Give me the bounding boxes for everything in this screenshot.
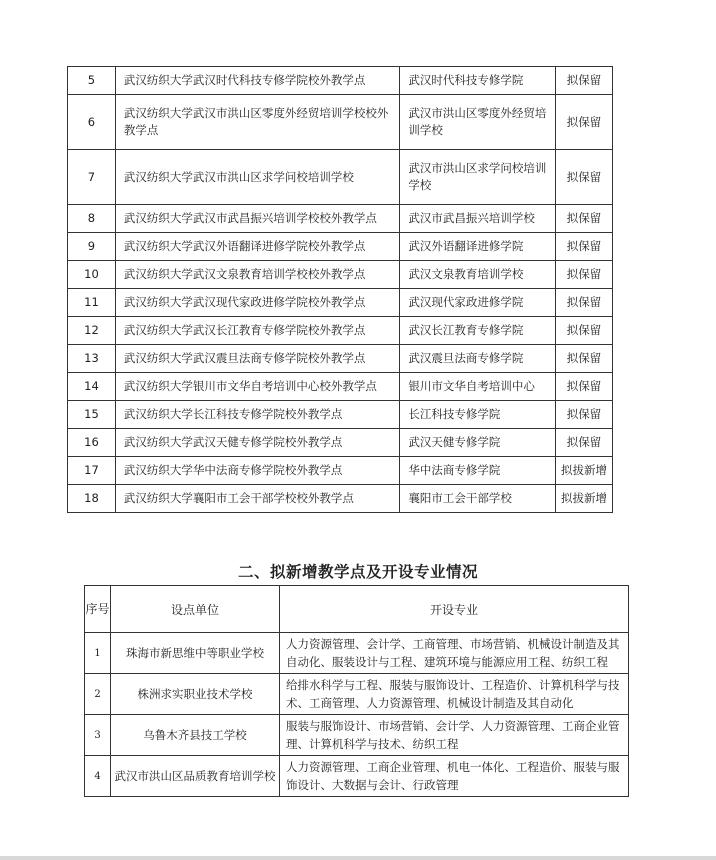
host-unit: 珠海市新思维中等职业学校 xyxy=(111,633,280,674)
row-number: 3 xyxy=(85,715,111,756)
host-school: 武汉现代家政进修学院 xyxy=(400,289,556,317)
status-cell: 拟拔新增 xyxy=(556,457,613,485)
host-school: 襄阳市工会干部学校 xyxy=(400,485,556,513)
host-school: 武汉震旦法商专修学院 xyxy=(400,345,556,373)
row-number: 2 xyxy=(85,674,111,715)
page-bottom-edge xyxy=(0,856,716,860)
new-points-table-body xyxy=(85,633,629,797)
status-cell: 拟保留 xyxy=(556,233,613,261)
host-unit: 武汉市洪山区品质教育培训学校 xyxy=(111,756,280,797)
status-cell: 拟保留 xyxy=(556,429,613,457)
host-school: 武汉长江教育专修学院 xyxy=(400,317,556,345)
teaching-point-name: 武汉纺织大学武汉天健专修学院校外教学点 xyxy=(115,429,399,457)
host-school: 武汉时代科技专修学院 xyxy=(400,67,556,95)
new-points-table xyxy=(84,585,629,797)
host-school: 华中法商专修学院 xyxy=(400,457,556,485)
teaching-point-name: 武汉纺织大学武汉市洪山区求学问校培训学校 xyxy=(115,150,399,205)
table-row xyxy=(68,317,613,345)
table-row xyxy=(68,95,613,150)
teaching-points-table xyxy=(67,66,613,513)
table-row xyxy=(68,401,613,429)
status-cell: 拟拔新增 xyxy=(556,485,613,513)
row-number: 1 xyxy=(85,633,111,674)
host-school: 武汉市武昌振兴培训学校 xyxy=(400,205,556,233)
row-number: 12 xyxy=(68,317,116,345)
status-cell: 拟保留 xyxy=(556,150,613,205)
table-row xyxy=(68,457,613,485)
host-school: 武汉天健专修学院 xyxy=(400,429,556,457)
header-unit: 设点单位 xyxy=(111,586,280,633)
teaching-points-table-body xyxy=(68,67,613,513)
status-cell: 拟保留 xyxy=(556,345,613,373)
row-number: 6 xyxy=(68,95,116,150)
majors-list: 人力资源管理、工商企业管理、机电一体化、工程造价、服装与服饰设计、大数据与会计、行政管理 xyxy=(280,756,629,797)
host-school: 武汉市洪山区零度外经贸培训学校 xyxy=(400,95,556,150)
row-number: 9 xyxy=(68,233,116,261)
table-row xyxy=(85,633,629,674)
host-unit: 乌鲁木齐县技工学校 xyxy=(111,715,280,756)
table-row xyxy=(85,756,629,797)
row-number: 13 xyxy=(68,345,116,373)
table-row xyxy=(68,205,613,233)
row-number: 4 xyxy=(85,756,111,797)
status-cell: 拟保留 xyxy=(556,317,613,345)
host-school: 武汉外语翻译进修学院 xyxy=(400,233,556,261)
majors-list: 给排水科学与工程、服装与服饰设计、工程造价、计算机科学与技术、工商管理、人力资源管理、机械设计制造及其自动化 xyxy=(280,674,629,715)
row-number: 14 xyxy=(68,373,116,401)
teaching-point-name: 武汉纺织大学襄阳市工会干部学校校外教学点 xyxy=(115,485,399,513)
table-row xyxy=(68,67,613,95)
teaching-point-name: 武汉纺织大学银川市文华自考培训中心校外教学点 xyxy=(115,373,399,401)
table-row xyxy=(85,715,629,756)
table-row xyxy=(68,373,613,401)
teaching-point-name: 武汉纺织大学武汉外语翻译进修学院校外教学点 xyxy=(115,233,399,261)
status-cell: 拟保留 xyxy=(556,205,613,233)
teaching-point-name: 武汉纺织大学武汉文泉教育培训学校校外教学点 xyxy=(115,261,399,289)
table-row xyxy=(68,289,613,317)
table-row xyxy=(68,150,613,205)
row-number: 16 xyxy=(68,429,116,457)
host-school: 长江科技专修学院 xyxy=(400,401,556,429)
teaching-point-name: 武汉纺织大学武汉市武昌振兴培训学校校外教学点 xyxy=(115,205,399,233)
teaching-point-name: 武汉纺织大学武汉时代科技专修学院校外教学点 xyxy=(115,67,399,95)
table-row xyxy=(68,345,613,373)
table-row xyxy=(85,674,629,715)
teaching-point-name: 武汉纺织大学华中法商专修学院校外教学点 xyxy=(115,457,399,485)
host-unit: 株洲求实职业技术学校 xyxy=(111,674,280,715)
table-row xyxy=(68,233,613,261)
teaching-point-name: 武汉纺织大学长江科技专修学院校外教学点 xyxy=(115,401,399,429)
majors-list: 人力资源管理、会计学、工商管理、市场营销、机械设计制造及其自动化、服装设计与工程、建筑环境与能源应用工程、纺织工程 xyxy=(280,633,629,674)
row-number: 5 xyxy=(68,67,116,95)
status-cell: 拟保留 xyxy=(556,289,613,317)
row-number: 11 xyxy=(68,289,116,317)
new-points-header-row xyxy=(85,586,629,633)
teaching-point-name: 武汉纺织大学武汉现代家政进修学院校外教学点 xyxy=(115,289,399,317)
status-cell: 拟保留 xyxy=(556,261,613,289)
majors-list: 服装与服饰设计、市场营销、会计学、人力资源管理、工商企业管理、计算机科学与技术、纺织工程 xyxy=(280,715,629,756)
host-school: 武汉文泉教育培训学校 xyxy=(400,261,556,289)
row-number: 10 xyxy=(68,261,116,289)
host-school: 银川市文华自考培训中心 xyxy=(400,373,556,401)
section-2-heading: 二、拟新增教学点及开设专业情况 xyxy=(237,562,478,581)
teaching-point-name: 武汉纺织大学武汉长江教育专修学院校外教学点 xyxy=(115,317,399,345)
status-cell: 拟保留 xyxy=(556,95,613,150)
header-majors: 开设专业 xyxy=(280,586,629,633)
table-row xyxy=(68,429,613,457)
table-row xyxy=(68,485,613,513)
row-number: 8 xyxy=(68,205,116,233)
row-number: 7 xyxy=(68,150,116,205)
status-cell: 拟保留 xyxy=(556,373,613,401)
status-cell: 拟保留 xyxy=(556,401,613,429)
header-num: 序号 xyxy=(85,586,111,633)
row-number: 15 xyxy=(68,401,116,429)
row-number: 17 xyxy=(68,457,116,485)
teaching-point-name: 武汉纺织大学武汉市洪山区零度外经贸培训学校校外教学点 xyxy=(115,95,399,150)
row-number: 18 xyxy=(68,485,116,513)
status-cell: 拟保留 xyxy=(556,67,613,95)
teaching-point-name: 武汉纺织大学武汉震旦法商专修学院校外教学点 xyxy=(115,345,399,373)
table-row xyxy=(68,261,613,289)
host-school: 武汉市洪山区求学问校培训学校 xyxy=(400,150,556,205)
